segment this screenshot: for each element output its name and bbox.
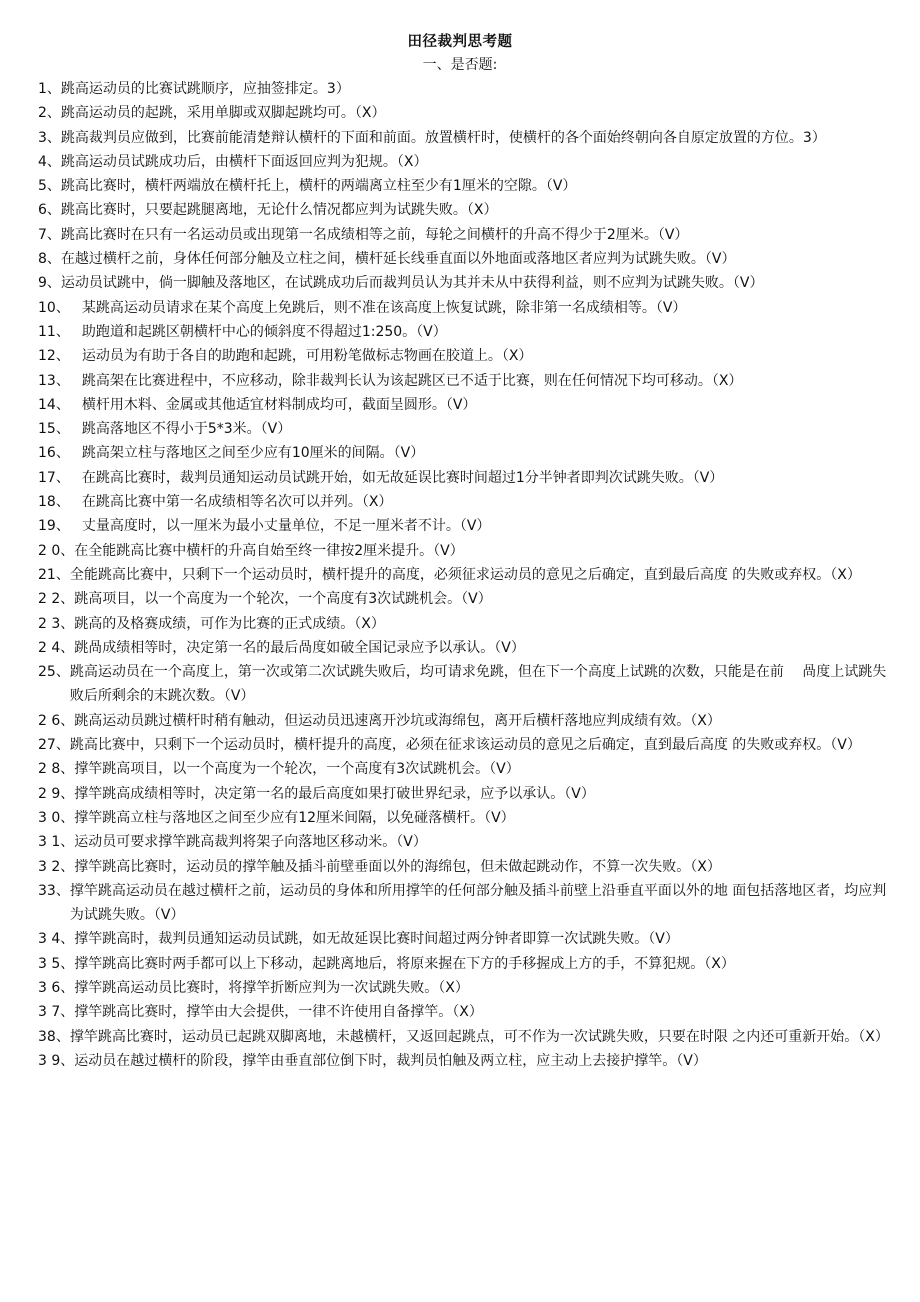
list-item (38, 174, 888, 198)
list-item (38, 514, 888, 538)
list-item (38, 198, 888, 222)
list-item (38, 806, 888, 830)
item-number: 3 2、 (38, 858, 75, 875)
list-item (38, 296, 888, 320)
item-number: 14、 (38, 396, 70, 413)
item-number: 38、 (38, 1028, 70, 1045)
item-text: 撑竿跳高运动员在越过横杆之前，运动员的身体和所用撑竿的任何部分触及插斗前壁上沿垂直平面以外的地 面包括落地区者，均应判为试跳失败。（V） (69, 882, 887, 924)
item-number: 7、 (38, 226, 61, 243)
item-text: 丈量高度时，以一厘米为最小丈量单位，不足一厘米者不计。（V） (81, 518, 491, 535)
item-text: 撑竿跳高成绩相等时，决定第一名的最后高度如果打破世界纪录，应予以承认。（V） (74, 785, 595, 802)
list-item (38, 466, 888, 490)
item-number: 2 4、 (38, 639, 75, 656)
item-number: 3 7、 (38, 1004, 75, 1021)
item-number: 3 6、 (38, 979, 75, 996)
item-text: 跳高运动员的起跳，采用单脚或双脚起跳均可。（X） (60, 105, 386, 122)
list-item (38, 879, 888, 928)
item-number: 27、 (38, 737, 70, 754)
item-number: 18、 (38, 494, 70, 511)
item-text: 在跳高比赛中第一名成绩相等名次可以并列。（X） (81, 494, 393, 511)
item-text: 跳高比赛中，只剩下一个运动员时，横杆提升的高度，必须在征求该运动员的意见之后确定，直到最后高度 的失败或弃权。（V） (69, 737, 861, 754)
item-number: 2 2、 (38, 591, 75, 608)
list-item (38, 830, 888, 854)
list-item (38, 952, 888, 976)
item-text: 运动员可要求撑竿跳高裁判将架子向落地区移动米。（V） (74, 834, 427, 851)
list-item (38, 393, 888, 417)
item-number: 19、 (38, 518, 70, 535)
item-text: 跳高项目，以一个高度为一个轮次，一个高度有3次试跳机会。（V） (74, 591, 492, 608)
item-number: 5、 (38, 178, 61, 195)
item-text: 撑竿跳高时，裁判员通知运动员试跳，如无故延误比赛时间超过两分钟者即算一次试跳失败。（V） (74, 931, 679, 948)
item-number: 3 5、 (38, 955, 75, 972)
question-list (38, 77, 888, 1073)
item-text: 跳高比赛时在只有一名运动员或出现第一名成绩相等之前，每轮之间横杆的升高不得少于2厘米。（V） (60, 226, 689, 243)
list-item (38, 733, 888, 757)
item-text: 撑竿跳高项目，以一个高度为一个轮次，一个高度有3次试跳机会。（V） (74, 761, 520, 778)
item-text: 某跳高运动员请求在某个高度上免跳后，则不准在该高度上恢复试跳，除非第一名成绩相等。（V） (81, 299, 687, 316)
item-text: 撑竿跳高比赛时，运动员已起跳双脚离地，未越横杆，又返回起跳点，可不作为一次试跳失败，只要在时限 之内还可重新开始。（X） (69, 1028, 889, 1045)
list-item (38, 369, 888, 393)
item-text: 全能跳高比赛中，只剩下一个运动员时，横杆提升的高度，必须征求运动员的意见之后确定，直到最后高度 的失败或弃权。（X） (69, 566, 861, 583)
list-item (38, 855, 888, 879)
list-item (38, 612, 888, 636)
list-item (38, 927, 888, 951)
item-number: 8、 (38, 251, 61, 268)
item-text: 跳高运动员试跳成功后，由横杆下面返回应判为犯规。（X） (60, 153, 428, 170)
item-number: 9、 (38, 275, 61, 292)
item-number: 16、 (38, 445, 70, 462)
list-item (38, 757, 888, 781)
item-number: 3 0、 (38, 809, 75, 826)
section-heading: 一、是否题: (422, 57, 498, 73)
list-item (38, 417, 888, 441)
list-item (38, 247, 888, 271)
list-item (38, 223, 888, 247)
item-number: 1、 (38, 81, 61, 97)
item-text: 跳高架在比赛进程中，不应移动，除非裁判长认为该起跳区已不适于比赛，则在任何情况下均可移动。（X） (81, 372, 743, 389)
item-number: 3 1、 (38, 834, 75, 851)
list-item (38, 490, 888, 514)
list-item (38, 709, 888, 733)
list-item (38, 441, 888, 465)
list-item (38, 101, 888, 125)
item-text: 跳咼成绩相等时，决定第一名的最后咼度如破全国记录应予以承认。（V） (74, 639, 525, 656)
item-text: 跳高架立柱与落地区之间至少应有10厘米的间隔。（V） (81, 445, 425, 462)
item-text: 跳高比赛时，只要起跳腿离地，无论什么情况都应判为试跳失败。（X） (60, 202, 498, 219)
document-title: 田径裁判思考题 (407, 34, 513, 50)
list-item (38, 976, 888, 1000)
item-number: 4、 (38, 153, 61, 170)
item-number: 2、 (38, 105, 61, 122)
list-item (38, 1025, 888, 1049)
item-text: 跳高运动员跳过横杆时稍有触动，但运动员迅速离开沙坑或海绵包，离开后横杆落地应判成绩有效。（X） (74, 712, 721, 729)
item-number: 2 8、 (38, 761, 75, 778)
item-text: 撑竿跳高运动员比赛时，将撑竿折断应判为一次试跳失败。（X） (74, 979, 469, 996)
item-text: 撑竿跳高比赛时两手都可以上下移动，起跳离地后，将原来握在下方的手移握成上方的手，不算犯规。（X） (74, 955, 735, 972)
item-number: 3 4、 (38, 931, 75, 948)
list-item (38, 320, 888, 344)
item-text: 跳高运动员在一个高度上，第一次或第二次试跳失败后，均可请求免跳，但在下一个高度上试跳的次数，只能是在前 咼度上试跳失败后所剩余的末跳次数。（V） (69, 664, 887, 705)
item-number: 11、 (38, 323, 70, 340)
item-text: 助跑道和起跳区朝横杆中心的倾斜度不得超过1:250。（V） (81, 323, 447, 340)
item-text: 在全能跳高比赛中横杆的升高自始至终一律按2厘米提升。（V） (74, 542, 464, 559)
list-item (38, 636, 888, 660)
item-text: 在跳高比赛时，裁判员通知运动员试跳开始，如无故延误比赛时间超过1分半钟者即判次试跳失败。（V） (81, 469, 724, 486)
item-number: 33、 (38, 882, 70, 899)
item-text: 横杆用木料、金属或其他适宜材料制成均可，截面呈圆形。（V） (81, 396, 477, 413)
item-number: 25、 (38, 664, 70, 681)
item-text: 跳高的及格赛成绩，可作为比赛的正式成绩。（X） (74, 615, 385, 632)
item-number: 6、 (38, 202, 61, 219)
item-text: 运动员在越过横杆的阶段，撑竿由垂直部位倒下时，裁判员怕触及两立柱，应主动上去接护撑竿。（V） (74, 1052, 707, 1069)
list-item (38, 563, 888, 587)
item-number: 12、 (38, 348, 70, 365)
item-number: 2 0、 (38, 542, 75, 559)
list-item (38, 1049, 888, 1073)
item-text: 撑竿跳高比赛时，撑竿由大会提供，一律不许使用自备撑竿。（X） (74, 1004, 483, 1021)
list-item (38, 1000, 888, 1024)
list-item (38, 660, 888, 709)
item-text: 运动员试跳中，倘一脚触及落地区，在试跳成功后而裁判员认为其并未从中获得利益，则不应判为试跳失败。（V） (60, 275, 764, 292)
item-text: 在越过横杆之前，身体任何部分触及立柱之间，横杆延长线垂直面以外地面或落地区者应判为试跳失败。（V） (60, 251, 736, 268)
item-text: 运动员为有助于各自的助跑和起跳，可用粉笔做标志物画在胶道上。（X） (81, 348, 533, 365)
item-text: 撑竿跳高立柱与落地区之间至少应有12厘米间隔，以免碰落横杆。（V） (74, 809, 515, 826)
item-number: 3、 (38, 129, 61, 146)
item-number: 2 3、 (38, 615, 75, 632)
item-number: 2 9、 (38, 785, 75, 802)
list-item (38, 77, 888, 101)
item-number: 2 6、 (38, 712, 75, 729)
item-number: 17、 (38, 469, 70, 486)
list-item (38, 150, 888, 174)
item-text: 撑竿跳高比赛时，运动员的撑竿触及插斗前壁垂面以外的海绵包，但未做起跳动作，不算一次失败。（X） (74, 858, 721, 875)
list-item (38, 344, 888, 368)
item-number: 3 9、 (38, 1052, 75, 1069)
list-item (38, 271, 888, 295)
item-text: 跳高裁判员应做到，比赛前能清楚辩认横杆的下面和前面。放置横杆时，使横杆的各个面始终朝向各自原定放置的方位。3） (60, 129, 826, 146)
item-text: 跳高比赛时，横杆两端放在横杆托上，横杆的两端离立柱至少有1厘米的空隙。（V） (60, 178, 577, 195)
item-number: 10、 (38, 299, 70, 316)
item-text: 跳高落地区不得小于5*3米。（V） (81, 421, 292, 438)
item-text: 跳高运动员的比赛试跳顺序，应抽签排定。3） (60, 81, 350, 97)
item-number: 15、 (38, 421, 70, 438)
list-item (38, 539, 888, 563)
list-item (38, 782, 888, 806)
list-item (38, 126, 888, 150)
item-number: 13、 (38, 372, 70, 389)
item-number: 21、 (38, 566, 70, 583)
list-item (38, 587, 888, 611)
